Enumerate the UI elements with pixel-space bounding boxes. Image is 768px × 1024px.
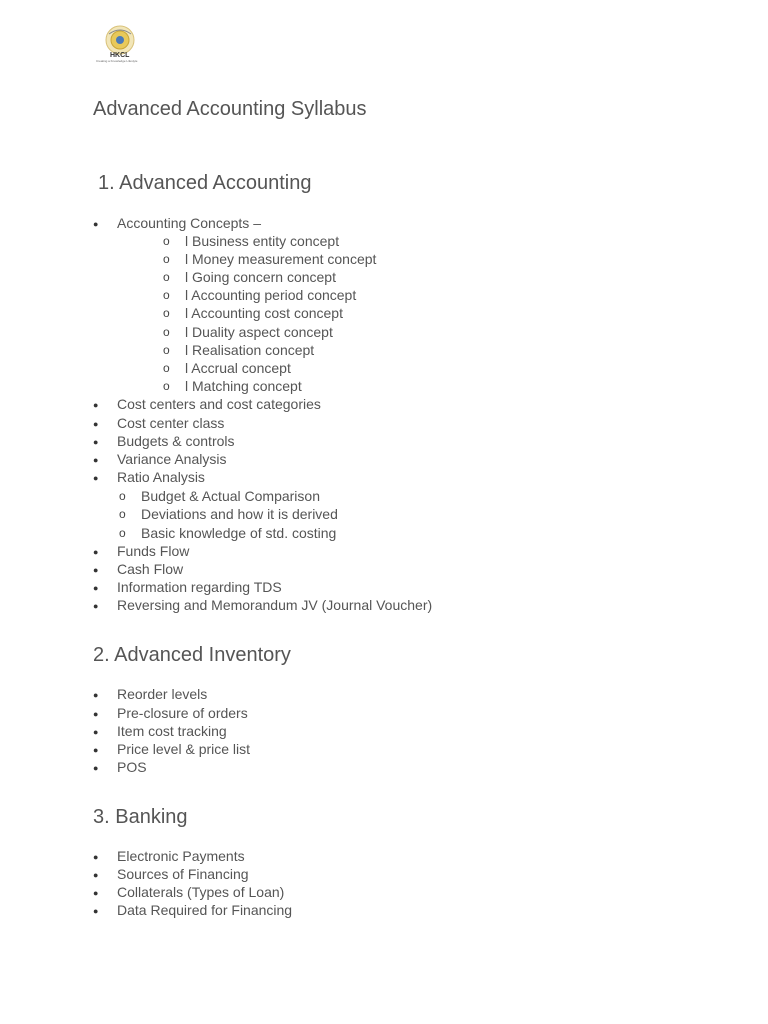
list-item: Cash Flow [117, 561, 184, 577]
list-item: Sources of Financing [117, 866, 249, 882]
list-item: Information regarding TDS [117, 579, 282, 595]
section-heading-advanced-inventory: 2. Advanced Inventory [93, 644, 291, 666]
sub-list-item: l Accounting cost concept [185, 305, 343, 321]
bullet-icon: ● [93, 455, 99, 465]
hollow-bullet-icon: o [119, 507, 126, 521]
sub-list-item: l Duality aspect concept [185, 324, 333, 340]
bullet-icon: ● [93, 400, 99, 410]
logo-text: HKCL [110, 52, 130, 59]
logo-tagline: Creating a Knowledge Lifestyle [96, 59, 138, 63]
section-heading-banking: 3. Banking [93, 806, 188, 828]
bullet-icon: ● [93, 219, 99, 229]
sub-list-item: l Matching concept [185, 378, 302, 394]
hollow-bullet-icon: o [163, 288, 170, 302]
sub-list-item: l Money measurement concept [185, 251, 377, 267]
sub-list-item: l Accounting period concept [185, 287, 357, 303]
bullet-icon: ● [93, 583, 99, 593]
sub-list-item: Budget & Actual Comparison [141, 488, 320, 504]
list-item: Data Required for Financing [117, 902, 293, 918]
hkcl-logo [96, 24, 146, 70]
hollow-bullet-icon: o [163, 252, 170, 266]
bullet-icon: ● [93, 852, 99, 862]
hollow-bullet-icon: o [163, 379, 170, 393]
bullet-icon: ● [93, 763, 99, 773]
hollow-bullet-icon: o [163, 306, 170, 320]
bullet-icon: ● [93, 473, 99, 483]
bullet-icon: ● [93, 690, 99, 700]
list-item: Reversing and Memorandum JV (Journal Voucher) [117, 597, 433, 613]
list-item: Item cost tracking [117, 723, 227, 739]
list-item: Budgets & controls [117, 433, 235, 449]
bullet-icon: ● [93, 745, 99, 755]
hollow-bullet-icon: o [163, 270, 170, 284]
bullet-icon: ● [93, 870, 99, 880]
hollow-bullet-icon: o [163, 361, 170, 375]
bullet-icon: ● [93, 906, 99, 916]
logo-emblem-icon [96, 24, 146, 70]
hollow-bullet-icon: o [163, 325, 170, 339]
list-item: Cost center class [117, 415, 225, 431]
list-item: Reorder levels [117, 686, 208, 702]
hollow-bullet-icon: o [163, 234, 170, 248]
list-item: POS [117, 759, 147, 775]
hollow-bullet-icon: o [119, 526, 126, 540]
sub-list-item: Basic knowledge of std. costing [141, 525, 337, 541]
bullet-icon: ● [93, 547, 99, 557]
sub-list-item: l Accrual concept [185, 360, 291, 376]
sub-list-item: l Going concern concept [185, 269, 336, 285]
list-item: Pre-closure of orders [117, 705, 248, 721]
bullet-icon: ● [93, 565, 99, 575]
bullet-icon: ● [93, 709, 99, 719]
bullet-icon: ● [93, 437, 99, 447]
section-heading-advanced-accounting: 1. Advanced Accounting [98, 172, 312, 194]
page-title: Advanced Accounting Syllabus [93, 98, 367, 120]
bullet-icon: ● [93, 727, 99, 737]
sub-list-item: Deviations and how it is derived [141, 506, 338, 522]
list-item: Price level & price list [117, 741, 251, 757]
sub-list-item: l Business entity concept [185, 233, 340, 249]
hollow-bullet-icon: o [119, 489, 126, 503]
list-item: Electronic Payments [117, 848, 245, 864]
bullet-icon: ● [93, 419, 99, 429]
hollow-bullet-icon: o [163, 343, 170, 357]
sub-list-item: l Realisation concept [185, 342, 315, 358]
list-item: Funds Flow [117, 543, 190, 559]
list-item: Accounting Concepts – [117, 215, 261, 231]
bullet-icon: ● [93, 888, 99, 898]
list-item: Ratio Analysis [117, 469, 205, 485]
bullet-icon: ● [93, 601, 99, 611]
list-item: Variance Analysis [117, 451, 227, 467]
list-item: Cost centers and cost categories [117, 396, 321, 412]
list-item: Collaterals (Types of Loan) [117, 884, 285, 900]
